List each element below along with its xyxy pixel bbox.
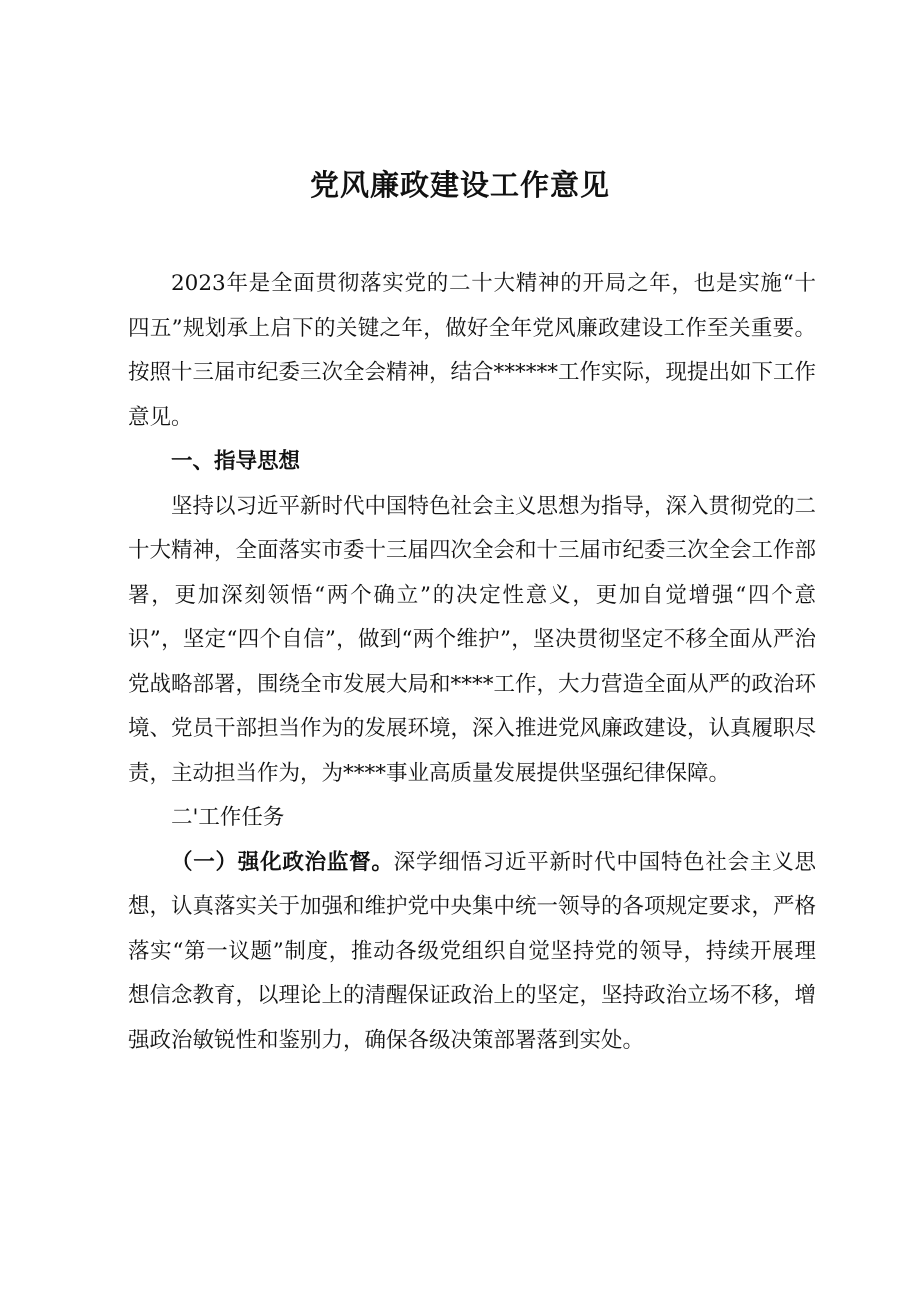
section-heading-work-tasks: 二'工作任务 xyxy=(171,805,285,830)
guiding-thought-paragraph: 坚持以习近平新时代中国特色社会主义思想为指导，深入贯彻党的二十大精神，全面落实市委十三届四次全会和十三届市纪委三次全会工作部署，更加深刻领悟“两个确立”的决定性意义，更加自觉增强“四个意识”，坚定“四个自信”，做到“两个维护”，坚决贯彻坚定不移全面从严治党战略部署，围绕全市发展大局和****工作，大力营造全面从严的政治环境、党员干部担当作为的发展环境，深入推进党风廉政建设，认真履职尽责，主动担当作为，为****事业高质量发展提供坚强纪律保障。 xyxy=(128,493,817,786)
task-item-lead: （一）强化政治监督。 xyxy=(171,849,394,875)
task-item-body: 深学细悟习近平新时代中国特色社会主义思想，认真落实关于加强和维护党中央集中统一领导的各项规定要求，严格落实“第一议题”制度，推动各级党组织自觉坚持党的领导，持续开展理想信念教育，以理论上的清醒保证政治上的坚定，坚持政治立场不移，增强政治敏锐性和鉴别力，确保各级决策部署落到实处。 xyxy=(128,849,817,1053)
task-item-political-supervision xyxy=(128,841,816,1064)
document-body xyxy=(128,262,816,1063)
intro-paragraph: 2023年是全面贯彻落实党的二十大精神的开局之年，也是实施“十四五”规划承上启下的关键之年，做好全年党风廉政建设工作至关重要。按照十三届市纪委三次全会精神，结合******工作实际，现提出如下工作意见。 xyxy=(128,271,817,430)
document-title: 党风廉政建设工作意见 xyxy=(309,168,610,202)
section-heading-guiding-thought: 一、指导思想 xyxy=(171,449,301,474)
